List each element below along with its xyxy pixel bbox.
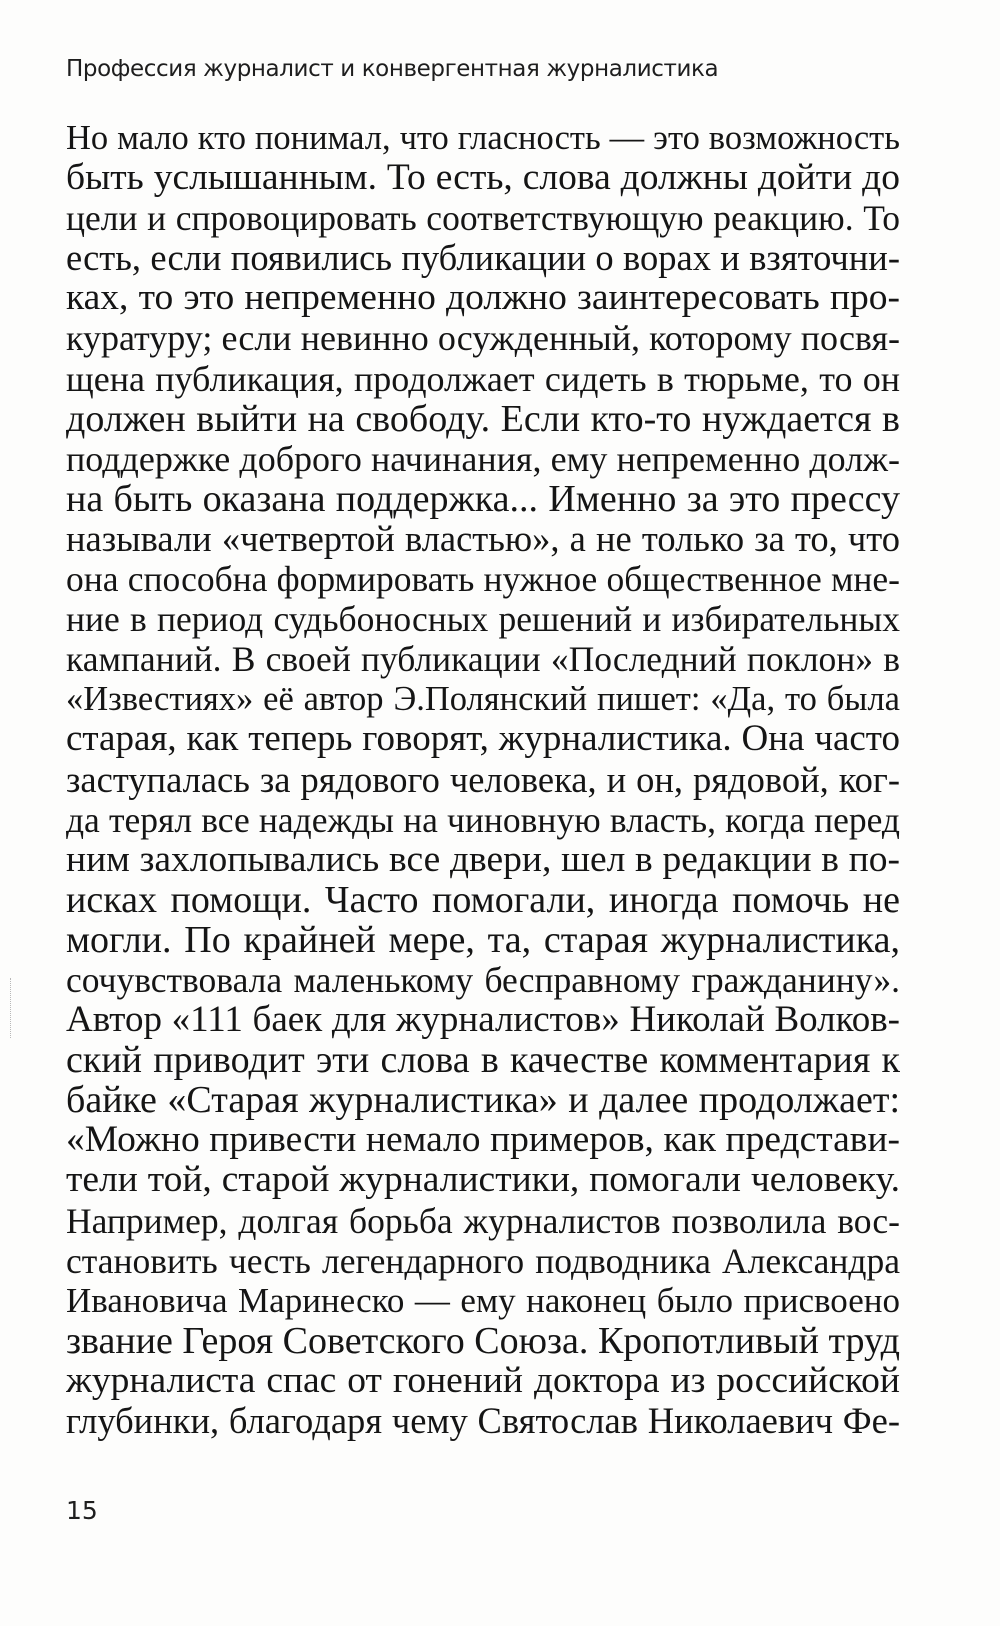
running-header: Профессия журналист и конвергентная журналистика	[66, 56, 719, 82]
text-line: старая, как теперь говорят, журналистика. Она часто	[66, 719, 900, 760]
text-line: Автор «111 баек для журналистов» Николай Волков-	[66, 1000, 900, 1041]
text-line: заступалась за рядового человека, и он, рядовой, ког-	[66, 759, 900, 800]
text-line: становить честь легендарного подводника Александра	[66, 1240, 900, 1281]
text-line: «Известиях» её автор Э.Полянский пишет: «Да, то была	[66, 680, 900, 719]
text-line: на быть оказана поддержка... Именно за это прессу	[66, 478, 900, 519]
body-paragraph	[66, 118, 900, 1441]
scan-edge-marks	[10, 978, 12, 1038]
text-line: она способна формировать нужное общественное мне-	[66, 559, 900, 600]
text-line: есть, если появились публикации о ворах и взяточни-	[66, 238, 900, 279]
text-line: куратуру; если невинно осужденный, которому посвя-	[66, 318, 900, 359]
text-line: журналиста спас от гонений доктора из российской	[66, 1360, 900, 1401]
text-line: щена публикация, продолжает сидеть в тюрьме, то он	[66, 358, 900, 399]
text-line: ним захлопывались все двери, шел в редакции в по-	[66, 839, 900, 880]
text-line: поддержке доброго начинания, ему непременно долж-	[66, 438, 900, 479]
text-line: ский приводит эти слова в качестве комментария к	[66, 1040, 900, 1081]
text-line: Ивановича Маринеско — ему наконец было присвоено	[66, 1280, 900, 1320]
text-line: быть услышанным. То есть, слова должны дойти до	[66, 158, 900, 199]
text-line: глубинки, благодаря чему Святослав Николаевич Фе-	[66, 1401, 900, 1441]
text-line: ние в период судьбоносных решений и избирательных	[66, 599, 900, 640]
text-line: цели и спровоцировать соответствующую реакцию. То	[66, 198, 900, 239]
text-line: «Можно привести немало примеров, как представи-	[66, 1120, 900, 1161]
text-line: тели той, старой журналистики, помогали человеку.	[66, 1160, 900, 1201]
text-line: могли. По крайней мере, та, старая журналистика,	[66, 919, 900, 960]
text-line: Например, долгая борьба журналистов позволила вос-	[66, 1200, 900, 1241]
text-line: называли «четвертой властью», а не только за то, что	[66, 518, 900, 559]
text-line: кампаний. В своей публикации «Последний поклон» в	[66, 639, 900, 680]
text-line: байке «Старая журналистика» и далее продолжает:	[66, 1080, 900, 1121]
text-line: исках помощи. Часто помогали, иногда помочь не	[66, 879, 900, 920]
text-line: сочувствовала маленькому бесправному гражданину».	[66, 959, 900, 1000]
text-line: Но мало кто понимал, что гласность — это возможность	[66, 119, 900, 157]
page-number: 15	[66, 1496, 98, 1525]
text-line: да терял все надежды на чиновную власть, когда перед	[66, 799, 900, 840]
text-line: ках, то это непременно должно заинтересовать про-	[66, 278, 900, 319]
text-line: звание Героя Советского Союза. Кропотливый труд	[66, 1320, 900, 1361]
text-line: должен выйти на свободу. Если кто-то нуждается в	[66, 398, 900, 439]
